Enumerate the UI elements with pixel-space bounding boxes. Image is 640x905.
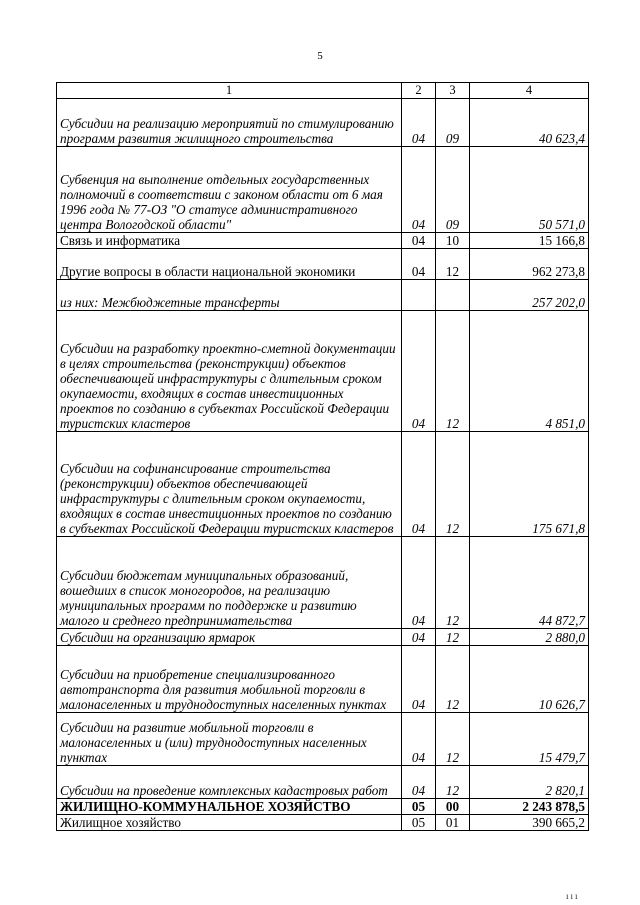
- table-row: [57, 280, 589, 311]
- row-amount: 175 671,8: [470, 432, 589, 537]
- table-row: [57, 99, 589, 147]
- row-section: 05: [402, 799, 436, 815]
- row-amount: 257 202,0: [470, 280, 589, 311]
- row-description: Субсидии на организацию ярмарок: [57, 629, 402, 646]
- header-row: [57, 83, 589, 99]
- table-row: [57, 311, 589, 432]
- column-header-4: 4: [470, 83, 589, 99]
- table-row: [57, 799, 589, 815]
- row-section: 04: [402, 147, 436, 233]
- row-subsection: [436, 280, 470, 311]
- row-subsection: 12: [436, 249, 470, 280]
- row-amount: 15 166,8: [470, 233, 589, 249]
- row-description: Субсидии на проведение комплексных кадастровых работ: [57, 766, 402, 799]
- row-description: Субсидии на софинансирование строительства (реконструкции) объектов обеспечивающей инфраструктуры с длительным сроком окупаемости, входящих в состав инвестиционных проектов по созданию в субъектах Российской Федерации туристских кластеров: [57, 432, 402, 537]
- row-section: 04: [402, 432, 436, 537]
- row-section: 04: [402, 766, 436, 799]
- column-header-1: 1: [57, 83, 402, 99]
- row-amount: 2 243 878,5: [470, 799, 589, 815]
- corner-mark: ııı: [566, 891, 580, 901]
- row-description: Субсидии на развитие мобильной торговли в малонаселенных и (или) труднодоступных населенных пунктах: [57, 713, 402, 766]
- table-row: [57, 646, 589, 713]
- row-amount: 2 880,0: [470, 629, 589, 646]
- table-row: [57, 766, 589, 799]
- row-amount: 390 665,2: [470, 815, 589, 831]
- row-amount: 40 623,4: [470, 99, 589, 147]
- table-row: [57, 713, 589, 766]
- table-row: [57, 147, 589, 233]
- row-subsection: 12: [436, 311, 470, 432]
- row-description: Субвенция на выполнение отдельных государственных полномочий в соответствии с законом области от 6 мая 1996 года № 77-ОЗ "О статусе административного центра Вологодской области": [57, 147, 402, 233]
- row-section: 04: [402, 646, 436, 713]
- row-subsection: 10: [436, 233, 470, 249]
- row-section: 04: [402, 629, 436, 646]
- row-section: 04: [402, 249, 436, 280]
- page-number: 5: [317, 50, 323, 62]
- row-section: 04: [402, 233, 436, 249]
- table-row: [57, 629, 589, 646]
- row-amount: 4 851,0: [470, 311, 589, 432]
- row-subsection: 12: [436, 432, 470, 537]
- row-description: Субсидии бюджетам муниципальных образований, вошедших в список моногородов, на реализацию муниципальных программ по поддержке и развитию малого и среднего предпринимательства: [57, 537, 402, 629]
- row-description: Другие вопросы в области национальной экономики: [57, 249, 402, 280]
- row-section: [402, 280, 436, 311]
- row-description: Связь и информатика: [57, 233, 402, 249]
- column-header-3: 3: [436, 83, 470, 99]
- row-description: ЖИЛИЩНО-КОММУНАЛЬНОЕ ХОЗЯЙСТВО: [57, 799, 402, 815]
- row-subsection: 09: [436, 147, 470, 233]
- row-section: 04: [402, 537, 436, 629]
- row-subsection: 00: [436, 799, 470, 815]
- budget-table-body: [57, 83, 589, 831]
- row-subsection: 12: [436, 629, 470, 646]
- row-section: 05: [402, 815, 436, 831]
- row-description: Субсидии на разработку проектно-сметной документации в целях строительства (реконструкции) объектов обеспечивающей инфраструктуры с длительным сроком окупаемости, входящих в состав инвестиционных проектов по созданию в субъектах Российской Федерации туристских кластеров: [57, 311, 402, 432]
- column-header-2: 2: [402, 83, 436, 99]
- row-subsection: 12: [436, 646, 470, 713]
- row-amount: 10 626,7: [470, 646, 589, 713]
- row-description: Жилищное хозяйство: [57, 815, 402, 831]
- table-row: [57, 249, 589, 280]
- budget-table: [56, 82, 589, 831]
- row-amount: 962 273,8: [470, 249, 589, 280]
- row-amount: 50 571,0: [470, 147, 589, 233]
- table-row: [57, 233, 589, 249]
- row-subsection: 09: [436, 99, 470, 147]
- table-row: [57, 537, 589, 629]
- table-row: [57, 432, 589, 537]
- row-amount: 15 479,7: [470, 713, 589, 766]
- row-subsection: 01: [436, 815, 470, 831]
- row-description: из них: Межбюджетные трансферты: [57, 280, 402, 311]
- row-section: 04: [402, 99, 436, 147]
- row-subsection: 12: [436, 713, 470, 766]
- row-description: Субсидии на реализацию мероприятий по стимулированию программ развития жилищного строительства: [57, 99, 402, 147]
- row-section: 04: [402, 311, 436, 432]
- row-amount: 2 820,1: [470, 766, 589, 799]
- row-section: 04: [402, 713, 436, 766]
- table-row: [57, 815, 589, 831]
- row-subsection: 12: [436, 766, 470, 799]
- row-amount: 44 872,7: [470, 537, 589, 629]
- row-description: Субсидии на приобретение специализированного автотранспорта для развития мобильной торговли в малонаселенных и труднодоступных населенных пунктах: [57, 646, 402, 713]
- row-subsection: 12: [436, 537, 470, 629]
